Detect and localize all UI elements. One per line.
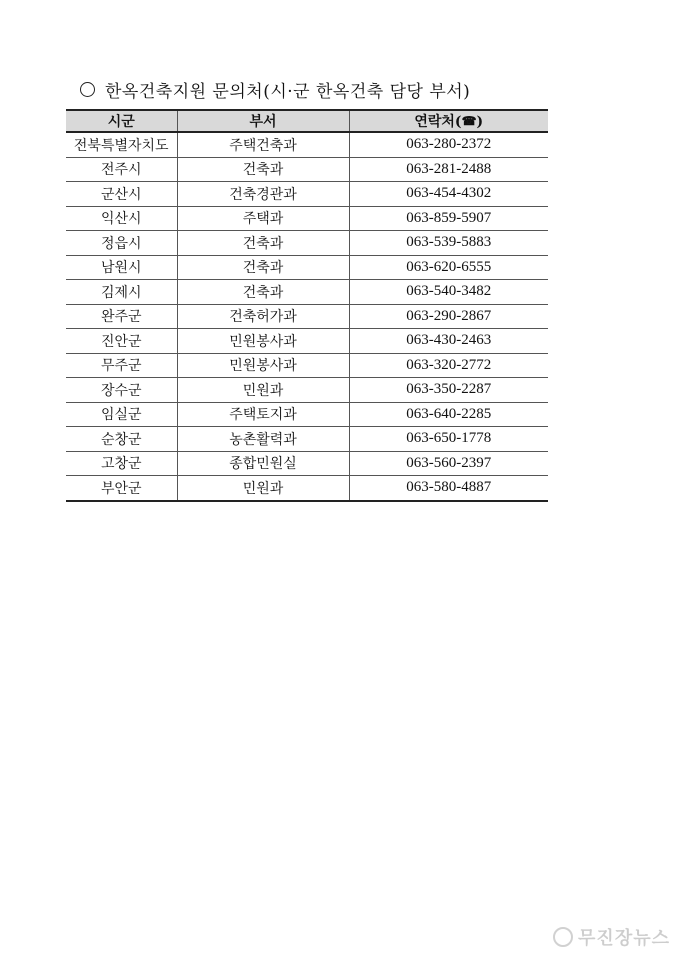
department-cell: 건축과 [177,255,349,280]
region-cell: 전북특별자치도 [66,132,177,157]
header-contact-label: 연락처( [414,114,462,130]
header-contact-close: ) [476,114,484,130]
region-cell: 임실군 [66,402,177,427]
department-cell: 건축허가과 [177,304,349,329]
phone-cell: 063-539-5883 [349,231,548,256]
watermark-logo-icon [553,927,573,947]
table-row [66,402,548,427]
table-header-row [66,110,548,132]
department-cell: 민원봉사과 [177,353,349,378]
document-title-text: 한옥건축지원 문의처(시·군 한옥건축 담당 부서) [105,82,471,102]
table-row [66,476,548,501]
watermark-text: 무진장뉴스 [578,928,670,949]
table-row [66,132,548,157]
telephone-icon: ☎ [461,114,477,128]
phone-cell: 063-560-2397 [349,451,548,476]
region-cell: 진안군 [66,329,177,354]
department-cell: 건축경관과 [177,182,349,207]
circle-bullet-icon [80,82,95,97]
phone-cell: 063-320-2772 [349,353,548,378]
header-region: 시군 [66,110,177,132]
table-row [66,329,548,354]
phone-cell: 063-650-1778 [349,427,548,452]
region-cell: 익산시 [66,206,177,231]
table-row [66,304,548,329]
department-cell: 민원과 [177,378,349,403]
region-cell: 김제시 [66,280,177,305]
department-cell: 농촌활력과 [177,427,349,452]
region-cell: 남원시 [66,255,177,280]
table-row [66,157,548,182]
department-cell: 민원봉사과 [177,329,349,354]
phone-cell: 063-620-6555 [349,255,548,280]
table-row [66,231,548,256]
table-row [66,182,548,207]
phone-cell: 063-540-3482 [349,280,548,305]
department-cell: 건축과 [177,157,349,182]
department-cell: 건축과 [177,231,349,256]
phone-cell: 063-640-2285 [349,402,548,427]
region-cell: 무주군 [66,353,177,378]
region-cell: 완주군 [66,304,177,329]
phone-cell: 063-281-2488 [349,157,548,182]
header-department: 부서 [177,110,349,132]
phone-cell: 063-350-2287 [349,378,548,403]
table-row [66,206,548,231]
department-cell: 종합민원실 [177,451,349,476]
news-watermark [553,924,670,950]
phone-cell: 063-290-2867 [349,304,548,329]
region-cell: 군산시 [66,182,177,207]
region-cell: 전주시 [66,157,177,182]
table-row [66,378,548,403]
table-row [66,255,548,280]
department-cell: 건축과 [177,280,349,305]
department-cell: 주택건축과 [177,132,349,157]
contact-table [66,109,548,502]
table-row [66,353,548,378]
department-cell: 주택과 [177,206,349,231]
department-cell: 민원과 [177,476,349,501]
phone-cell: 063-280-2372 [349,132,548,157]
region-cell: 부안군 [66,476,177,501]
region-cell: 순창군 [66,427,177,452]
region-cell: 정읍시 [66,231,177,256]
department-cell: 주택토지과 [177,402,349,427]
header-contact [349,110,548,132]
table-row [66,451,548,476]
document-title [80,77,470,102]
table-row [66,427,548,452]
phone-cell: 063-454-4302 [349,182,548,207]
phone-cell: 063-580-4887 [349,476,548,501]
phone-cell: 063-859-5907 [349,206,548,231]
phone-cell: 063-430-2463 [349,329,548,354]
region-cell: 고창군 [66,451,177,476]
table-row [66,280,548,305]
region-cell: 장수군 [66,378,177,403]
